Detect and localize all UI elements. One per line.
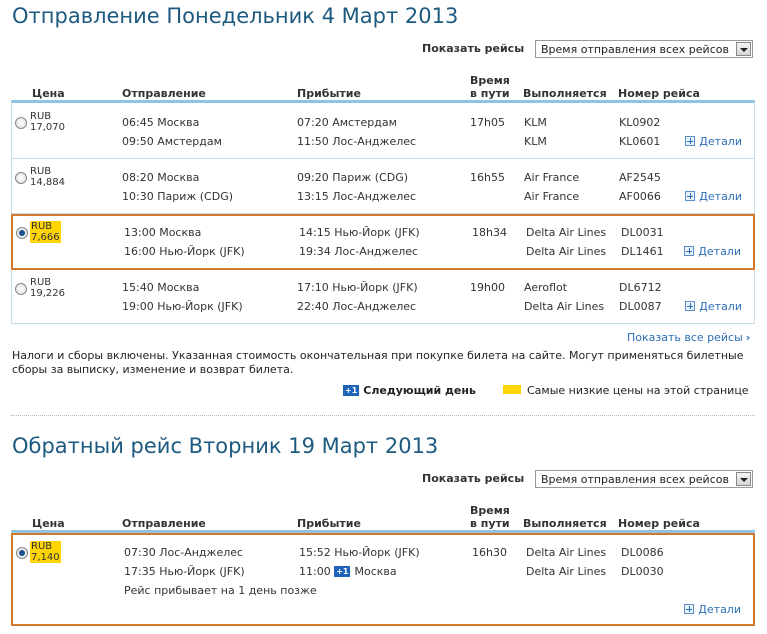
details-label: Детали [698,603,741,616]
details-link[interactable] [684,245,741,258]
leg-flight-number: AF0066 [619,190,661,203]
price-currency: RUB [31,541,53,552]
leg-arrival: 07:20 Амстердам [297,116,397,129]
price-currency: RUB [30,277,52,288]
col-header-arrival: Прибытие [297,517,361,530]
price [29,166,66,188]
leg-carrier: Delta Air Lines [526,245,607,258]
select-radio[interactable] [15,117,27,129]
sort-label: Показать рейсы [422,42,525,55]
leg-departure: 10:30 Париж (CDG) [122,190,234,203]
flight-option[interactable] [12,270,754,325]
chevron-down-icon[interactable] [736,472,751,486]
details-label: Детали [699,135,742,148]
legend-lowest-price [503,384,749,397]
leg-flight-number: DL0031 [621,226,664,239]
leg-flight-number: KL0902 [619,116,661,129]
select-radio[interactable] [16,547,28,559]
price-amount: 7,666 [31,232,60,243]
return-title: Обратный рейс Вторник 19 Март 2013 [12,434,439,458]
price-currency: RUB [30,166,52,177]
leg-flight-number: KL0601 [619,135,661,148]
col-header-departure: Отправление [122,517,206,530]
duration: 18h34 [472,226,507,239]
duration: 19h00 [470,281,505,294]
leg-arrival: 09:20 Париж (CDG) [297,171,409,184]
leg-carrier: Air France [524,190,580,203]
leg-departure: 17:35 Нью-Йорк (JFK) [124,565,245,578]
plus-icon [685,136,695,146]
show-all-label: Показать все рейсы [627,331,743,344]
col-header-duration [470,504,510,530]
col-header-duration [470,74,510,100]
col-header-operated: Выполняется [523,517,607,530]
details-label: Детали [698,245,741,258]
leg-carrier: KLM [524,135,547,148]
duration: 16h30 [472,546,507,559]
select-radio[interactable] [15,172,27,184]
col-header-departure: Отправление [122,87,206,100]
price-amount: 19,226 [30,288,65,299]
leg-departure: 06:45 Москва [122,116,200,129]
flight-option-selected[interactable] [11,533,755,626]
leg-flight-number: DL1461 [621,245,664,258]
leg-arrival: 19:34 Лос-Анджелес [299,245,419,258]
leg-arrival: 15:52 Нью-Йорк (JFK) [299,546,420,559]
col-header-arrival: Прибытие [297,87,361,100]
legend-lowest-label: Самые низкие цены на этой странице [527,384,749,397]
chevron-right-icon: › [745,331,751,344]
outbound-title: Отправление Понедельник 4 Март 2013 [12,4,459,28]
leg-arrival [299,565,397,578]
price-lowest [30,221,61,243]
col-header-operated: Выполняется [523,87,607,100]
col-header-price: Цена [32,87,65,100]
next-day-badge: +1 [345,386,358,395]
return-sort-select[interactable] [535,470,753,488]
lowest-price-swatch [503,385,521,394]
details-link[interactable] [685,190,742,203]
select-radio[interactable] [15,283,27,295]
leg-flight-number: AF2545 [619,171,661,184]
leg-carrier: Delta Air Lines [526,546,607,559]
leg-carrier: Delta Air Lines [524,300,605,313]
details-label: Детали [699,300,742,313]
taxes-note: Налоги и сборы включены. Указанная стоимость окончательная при покупке билета на сайте. Могут применяться билетные сборы за выписку, изменение и возврат билета. [12,349,744,376]
plus-icon [684,604,694,614]
details-link[interactable] [685,300,742,313]
leg-departure: 16:00 Нью-Йорк (JFK) [124,245,245,258]
outbound-sort-select[interactable] [535,40,753,58]
col-header-duration-line1: Время [470,74,510,87]
leg-carrier: Air France [524,171,580,184]
chevron-down-icon[interactable] [736,42,751,56]
leg-carrier: Delta Air Lines [526,226,607,239]
plus-icon [685,301,695,311]
return-sort [420,470,754,488]
section-divider [11,415,755,416]
leg-flight-number: DL0030 [621,565,664,578]
price-currency: RUB [31,221,53,232]
price-currency: RUB [30,111,52,122]
flight-option[interactable] [12,159,754,214]
sort-selected-value: Время отправления всех рейсов [541,43,729,56]
leg-departure: 08:20 Москва [122,171,200,184]
duration: 16h55 [470,171,505,184]
sort-label: Показать рейсы [422,472,525,485]
select-radio[interactable] [16,227,28,239]
legend-next-day [343,384,476,397]
price [29,277,66,299]
sort-selected-value: Время отправления всех рейсов [541,473,729,486]
leg-flight-number: DL6712 [619,281,662,294]
col-header-price: Цена [32,517,65,530]
details-label: Детали [699,190,742,203]
price [29,111,66,133]
details-link[interactable] [685,135,742,148]
leg-arrival: 13:15 Лос-Анджелес [297,190,417,203]
legend-next-day-label: Следующий день [363,384,476,397]
col-header-duration-line2: в пути [470,517,510,530]
flight-option[interactable] [12,103,754,159]
leg-departure: 07:30 Лос-Анджелес [124,546,244,559]
leg-departure: 13:00 Москва [124,226,202,239]
flight-option-selected[interactable] [11,214,755,270]
col-header-flight-number: Номер рейса [618,517,700,530]
leg-arrival: 17:10 Нью-Йорк (JFK) [297,281,418,294]
price-lowest [30,541,61,563]
arrival-time: 11:00 [299,565,331,578]
leg-carrier: Aeroflot [524,281,568,294]
price-amount: 7,140 [31,552,60,563]
next-day-badge: +1 [336,567,349,576]
price-amount: 14,884 [30,177,65,188]
leg-flight-number: DL0086 [621,546,664,559]
outbound-sort [420,40,754,58]
leg-carrier: KLM [524,116,547,129]
arrival-next-day-note: Рейс прибывает на 1 день позже [124,584,317,597]
leg-flight-number: DL0087 [619,300,662,313]
col-header-duration-line1: Время [470,504,510,517]
show-all-flights-link[interactable] [627,331,750,344]
duration: 17h05 [470,116,505,129]
leg-arrival: 22:40 Лос-Анджелес [297,300,417,313]
leg-departure: 19:00 Нью-Йорк (JFK) [122,300,243,313]
col-header-flight-number: Номер рейса [618,87,700,100]
outbound-results [11,100,755,324]
plus-icon [684,246,694,256]
return-results [11,530,755,626]
leg-carrier: Delta Air Lines [526,565,607,578]
leg-departure: 09:50 Амстердам [122,135,222,148]
arrival-city: Москва [354,565,397,578]
plus-icon [685,191,695,201]
leg-arrival: 14:15 Нью-Йорк (JFK) [299,226,420,239]
col-header-duration-line2: в пути [470,87,510,100]
details-link[interactable] [684,603,741,616]
price-amount: 17,070 [30,122,65,133]
leg-arrival: 11:50 Лос-Анджелес [297,135,417,148]
leg-departure: 15:40 Москва [122,281,200,294]
